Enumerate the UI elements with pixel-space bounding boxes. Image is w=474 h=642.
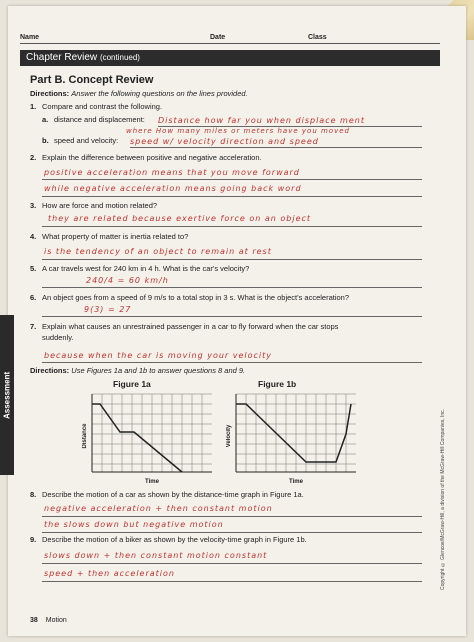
- header-bar: [20, 30, 440, 44]
- question-1: 1. Compare and contrast the following.: [30, 102, 163, 111]
- answer-9-line1: slows down + then constant motion constant: [44, 551, 268, 560]
- answer-3: they are related because exertive force on an object: [48, 214, 312, 223]
- question-9: 9. Describe the motion of a biker as shown by the velocity-time graph in Figure 1b.: [30, 535, 307, 544]
- answer-8-line1: negative acceleration + then constant motion: [44, 504, 273, 513]
- answer-8-line2: the slows down but negative motion: [44, 520, 224, 529]
- figures-directions: [30, 366, 245, 375]
- figure-1b-ylabel: Velocity: [226, 424, 232, 448]
- answer-line: [42, 287, 422, 288]
- velocity-curve: [236, 404, 351, 462]
- question-7: 7. Explain what causes an unrestrained passenger in a car to fly forward when the car stops: [30, 322, 339, 331]
- section-title: Part B. Concept Review: [30, 74, 154, 86]
- answer-line: [42, 259, 422, 260]
- question-1a: a. distance and displacement:: [42, 115, 145, 124]
- answer-7: because when the car is moving your velocity: [44, 351, 273, 360]
- answer-line: [42, 563, 422, 564]
- header-rule: [20, 43, 440, 44]
- answer-5: 240/4 = 60 km/h: [86, 276, 169, 285]
- figure-1a-title: Figure 1a: [113, 379, 151, 389]
- figure-1b-graph: [226, 392, 360, 487]
- answer-2-line2: while negative acceleration means going back word: [44, 184, 302, 193]
- question-3: 3. How are force and motion related?: [30, 201, 158, 210]
- answer-line: [42, 532, 422, 533]
- directions: [30, 89, 248, 98]
- answer-line: [42, 316, 422, 317]
- answer-9-line2: speed + then acceleration: [44, 569, 175, 578]
- answer-2-line1: positive acceleration means that you move forward: [44, 168, 300, 177]
- answer-1b: speed w/ velocity direction and speed: [130, 137, 319, 146]
- answer-line: [42, 179, 422, 180]
- figure-1a-ylabel: Distance: [82, 423, 88, 449]
- directions-text: Answer the following questions on the lines provided.: [71, 89, 248, 98]
- question-8: 8. Describe the motion of a car as shown by the distance-time graph in Figure 1a.: [30, 490, 304, 499]
- assessment-tab: Assessment: [0, 315, 14, 475]
- figure-1a-graph: [82, 392, 216, 487]
- answer-line: [42, 516, 422, 517]
- answer-line: [42, 581, 422, 582]
- question-2: 2. Explain the difference between positive and negative acceleration.: [30, 153, 262, 162]
- grid: [92, 394, 212, 472]
- copyright-notice: Copyright © Glencoe/McGraw-Hill, a division of the McGraw-Hill Companies, Inc.: [440, 408, 446, 590]
- answer-6: 9(3) = 27: [84, 305, 132, 314]
- answer-1a-line2: where How many miles or meters have you moved: [126, 127, 350, 135]
- banner-title: Chapter Review: [26, 52, 98, 63]
- answer-line: [130, 147, 422, 148]
- footer-section: Motion: [45, 617, 67, 624]
- page-number: 38: [30, 617, 38, 624]
- answer-line: [158, 126, 422, 127]
- date-label: Date: [210, 34, 226, 41]
- answer-line: [42, 226, 422, 227]
- question-7-cont: suddenly.: [42, 333, 74, 342]
- question-6: 6. An object goes from a speed of 9 m/s to a total stop in 3 s. What is the object's acceleration?: [30, 293, 350, 302]
- answer-4: is the tendency of an object to remain at rest: [44, 247, 272, 256]
- class-label: Class: [308, 34, 327, 41]
- answer-line: [42, 196, 422, 197]
- chapter-banner: [20, 50, 440, 66]
- page-footer: [30, 617, 67, 624]
- question-1b: b. speed and velocity:: [42, 136, 119, 145]
- name-label: Name: [20, 34, 40, 41]
- figure-1b-title: Figure 1b: [258, 379, 297, 389]
- figures-directions-text: Use Figures 1a and 1b to answer questions 8 and 9.: [71, 366, 246, 375]
- figure-1b-xlabel: Time: [289, 479, 303, 485]
- question-5: 5. A car travels west for 240 km in 4 h. What is the car's velocity?: [30, 264, 250, 273]
- directions-label: Directions:: [30, 89, 70, 98]
- question-4: 4. What property of matter is inertia related to?: [30, 232, 189, 241]
- figures-directions-label: Directions:: [30, 366, 70, 375]
- answer-1a: Distance how far you when displace ment: [158, 116, 365, 125]
- answer-line: [42, 362, 422, 363]
- figure-1a-xlabel: Time: [145, 479, 159, 485]
- grid: [236, 394, 356, 472]
- banner-subtitle: (continued): [99, 53, 140, 62]
